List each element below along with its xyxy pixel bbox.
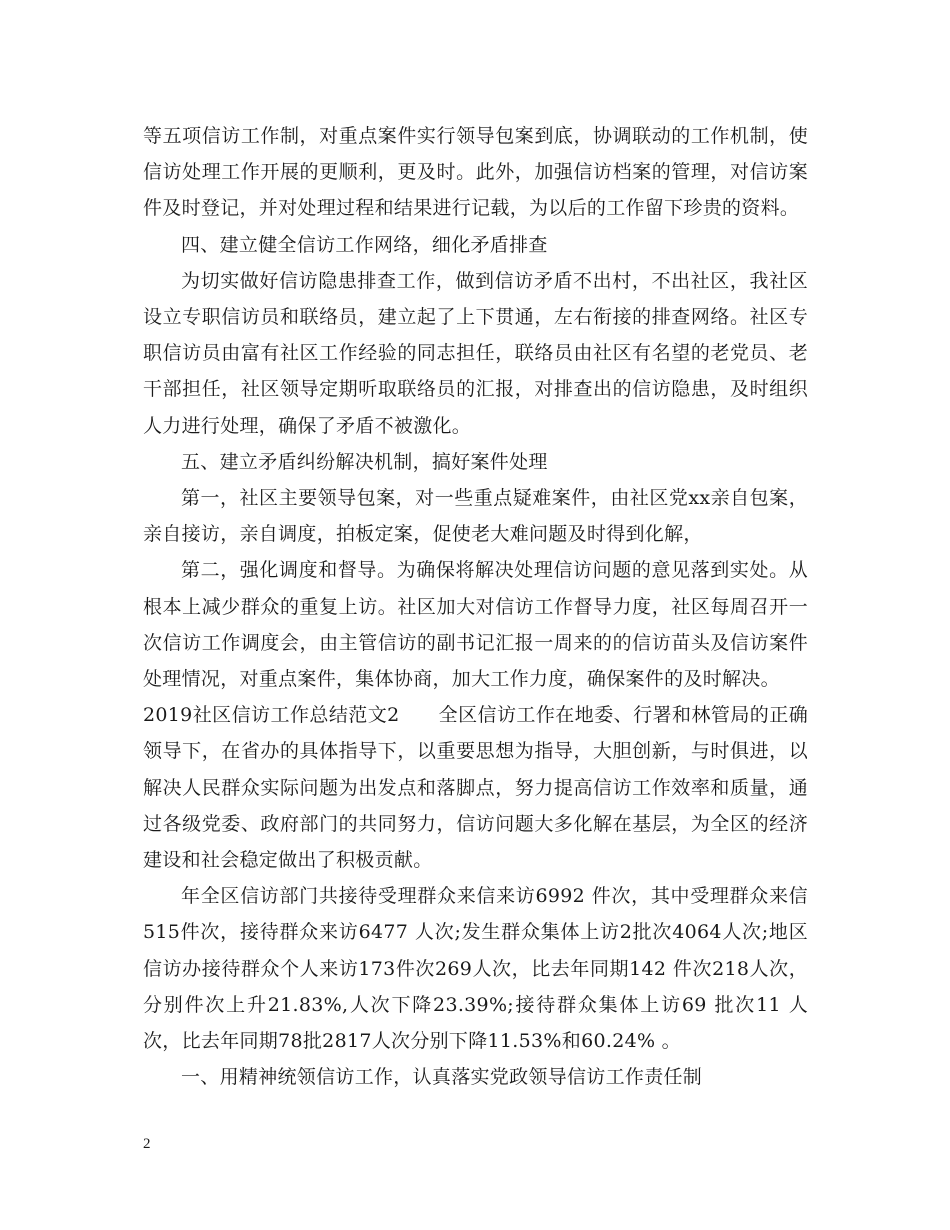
paragraph-work-system: 等五项信访工作制，对重点案件实行领导包案到底，协调联动的工作机制，使信访处理工作开展的更顺利，更及时。此外，加强信访档案的管理，对信访案件及时登记，并对处理过程和结果进行记载，为以后的工作留下珍贵的资料。 [143, 125, 808, 220]
paragraph-statistics: 年全区信访部门共接待受理群众来信来访6992 件次，其中受理群众来信515件次，接待群众来访6477 人次;发生群众集体上访2批次4064人次;地区信访办接待群众个人来访173件次269人次，比去年同期142 件次218人次，分别件次上升21.83%,人次下降23.39%;接待群众集体上访69 批次11 人次，比去年同期78批2817人次分别下降11.53%和60.24% 。 [143, 885, 808, 1053]
document-body [143, 118, 808, 1095]
paragraph-summary-sample-two: 2019社区信访工作总结范文2 全区信访工作在地委、行署和林管局的正确领导下，在省办的具体指导下，以重要思想为指导，大胆创新，与时俱进，以解决人民群众实际问题为出发点和落脚点，努力提高信访工作效率和质量，通过各级党委、政府部门的共同努力，信访问题大多化解在基层，为全区的经济建设和社会稳定做出了积极贡献。 [143, 704, 808, 872]
heading-section-four: 四、建立健全信访工作网络，细化矛盾排查 [181, 233, 548, 256]
paragraph-first-measure: 第一，社区主要领导包案，对一些重点疑难案件，由社区党xx亲自包案，亲自接访，亲自调度，拍板定案，促使老大难问题及时得到化解， [143, 487, 808, 546]
paragraph-investigation-network: 为切实做好信访隐患排查工作，做到信访矛盾不出村，不出社区，我社区设立专职信访员和联络员，建立起了上下贯通，左右衔接的排查网络。社区专职信访员由富有社区工作经验的同志担任，联络员由社区有名望的老党员、老干部担任，社区领导定期听取联络员的汇报，对排查出的信访隐患，及时组织人力进行处理，确保了矛盾不被激化。 [143, 269, 808, 437]
heading-section-five: 五、建立矛盾纠纷解决机制，搞好案件处理 [181, 450, 548, 473]
paragraph-second-measure: 第二，强化调度和督导。为确保将解决处理信访问题的意见落到实处。从根本上减少群众的重复上访。社区加大对信访工作督导力度，社区每周召开一次信访工作调度会，由主管信访的副书记汇报一周来的的信访苗头及信访案件处理情况，对重点案件，集体协商，加大工作力度，确保案件的及时解决。 [143, 559, 808, 691]
heading-section-one: 一、用精神统领信访工作，认真落实党政领导信访工作责任制 [181, 1066, 703, 1089]
page-number: 2 [143, 1136, 151, 1152]
